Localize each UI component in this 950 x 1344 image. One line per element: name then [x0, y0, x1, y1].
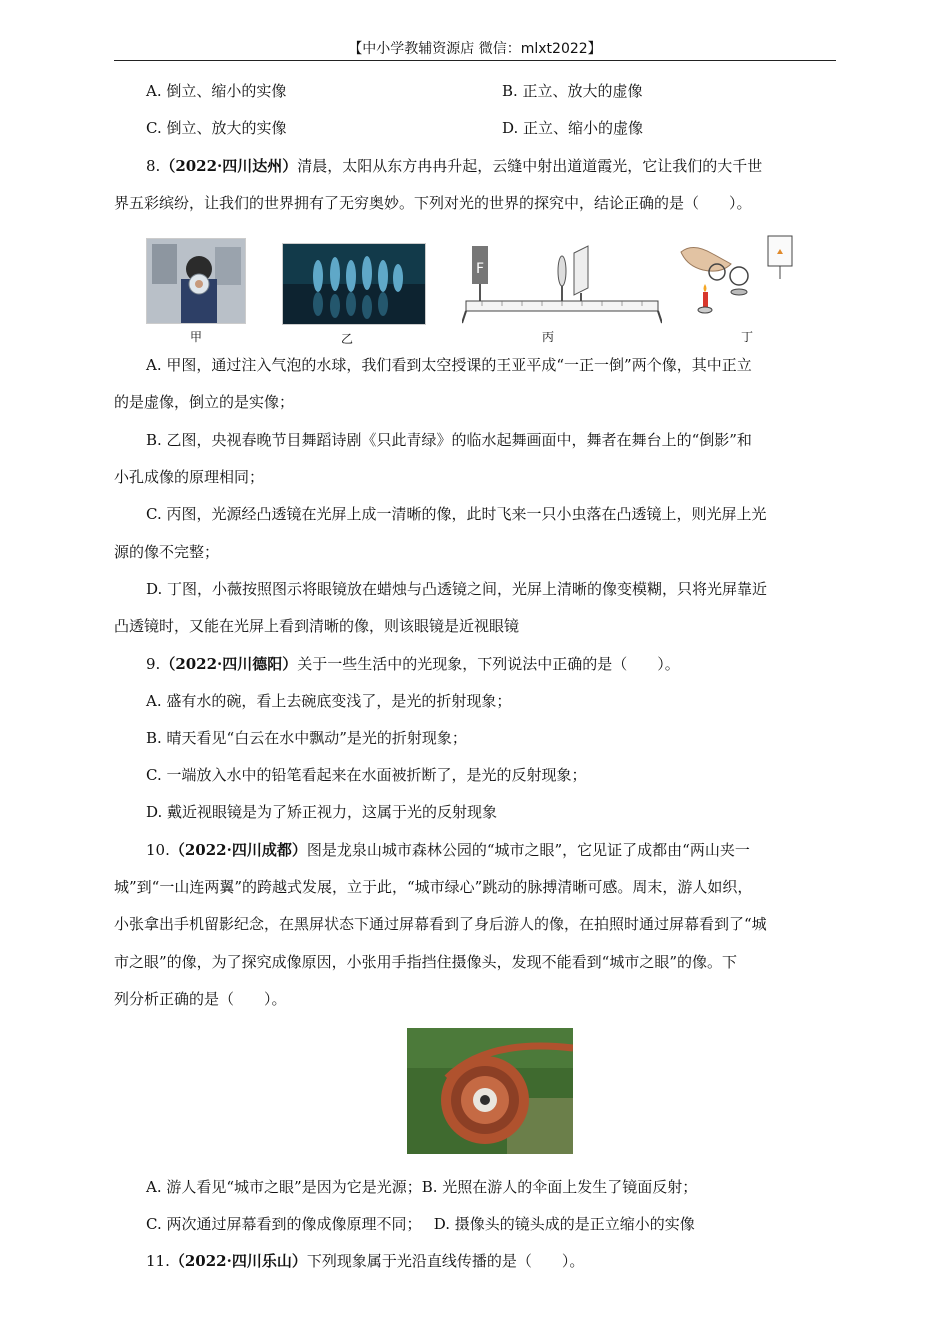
figure-bing-drawing: [462, 243, 662, 325]
q10-options-ab: A. 游人看见“城市之眼”是因为它是光源；B. 光照在游人的伞面上发生了镜面反射；: [146, 1178, 698, 1196]
q7-option-c: C. 倒立、放大的实像: [146, 119, 287, 137]
q9-number: 9.: [146, 655, 161, 673]
q11-stem-text: 下列现象属于光沿直线传播的是（ ）。: [306, 1252, 585, 1270]
q10-options-cd: C. 两次通过屏幕看到的像成像原理不同； D. 摄像头的镜头成的是正立缩小的实像: [146, 1215, 695, 1233]
q8-option-b-line1: B. 乙图，央视春晚节目舞蹈诗剧《只此青绿》的临水起舞画面中，舞者在舞台上的“倒影”和: [146, 431, 752, 449]
q10-stem-line4: 市之眼”的像，为了探究成像原因，小张用手指挡住摄像头，发现不能看到“城市之眼”的像。下: [114, 953, 738, 971]
q8-option-c-line1: C. 丙图，光源经凸透镜在光屏上成一清晰的像，此时飞来一只小虫落在凸透镜上，则光屏上光: [146, 505, 767, 523]
q10-stem-line1: [146, 839, 750, 861]
q10-number: 10.: [146, 841, 170, 859]
q11-number: 11.: [146, 1252, 170, 1270]
q8-option-a-line2: 的是虚像，倒立的是实像；: [114, 393, 295, 411]
q8-option-b-line2: 小孔成像的原理相同；: [114, 468, 265, 486]
q9-option-c: C. 一端放入水中的铅笔看起来在水面被折断了，是光的反射现象；: [146, 766, 587, 784]
figure-bing-letter: F: [475, 261, 485, 277]
figure-yi-dance: [282, 243, 426, 325]
caption-ding: 丁: [740, 330, 753, 344]
q8-option-c-line2: 源的像不完整；: [114, 543, 220, 561]
q8-option-d-line1: D. 丁图，小薇按照图示将眼镜放在蜡烛与凸透镜之间，光屏上清晰的像变模糊，只将光屏靠近: [146, 580, 768, 598]
figure-bing-optical-bench: [462, 243, 662, 325]
q8-number: 8.: [146, 157, 161, 175]
q10-stem-line2: 城”到“一山连两翼”的跨越式发展，立于此，“城市绿心”跳动的脉搏清晰可感。周末，游人如织，: [114, 878, 753, 896]
q10-stem-line5: 列分析正确的是（ ）。: [114, 990, 287, 1008]
q8-stem-text: 清晨，太阳从东方冉冉升起，云缝中射出道道霞光，它让我们的大千世: [297, 157, 763, 175]
q8-stem-line1: [146, 155, 762, 177]
q9-stem: [146, 653, 680, 675]
city-eye-drawing: [407, 1028, 573, 1154]
figure-jia-space-classroom: [146, 238, 246, 324]
figure-ding-drawing: [673, 224, 803, 322]
q9-stem-text: 关于一些生活中的光现象，下列说法中正确的是（ ）。: [297, 655, 680, 673]
caption-jia: 甲: [189, 330, 202, 344]
q10-stem-text: 图是龙泉山城市森林公园的“城市之眼”，它见证了成都由“两山夹一: [306, 841, 750, 859]
header-rule: [114, 60, 836, 61]
figure-jia-drawing: [147, 239, 245, 323]
q11-stem: [146, 1250, 584, 1272]
q7-option-a: A. 倒立、缩小的实像: [146, 82, 287, 100]
q8-option-a-line1: A. 甲图，通过注入气泡的水球，我们看到太空授课的王亚平成“一正一倒”两个像，其中正立: [146, 356, 752, 374]
q9-option-d: D. 戴近视眼镜是为了矫正视力，这属于光的反射现象: [146, 803, 498, 821]
q9-option-b: B. 晴天看见“白云在水中飘动”是光的折射现象；: [146, 729, 467, 747]
caption-yi: 乙: [340, 332, 353, 346]
q7-option-b: B. 正立、放大的虚像: [502, 82, 643, 100]
q9-option-a: A. 盛有水的碗，看上去碗底变浅了，是光的折射现象；: [146, 692, 512, 710]
page-header: 【中小学教辅资源店 微信：mlxt2022】: [348, 41, 602, 57]
q10-source: （2022·四川成都）: [169, 841, 307, 859]
figure-ding-glasses-candle: [673, 224, 803, 322]
caption-bing: 丙: [541, 330, 554, 344]
figure-yi-drawing: [283, 244, 425, 324]
q10-stem-line3: 小张拿出手机留影纪念，在黑屏状态下通过屏幕看到了身后游人的像，在拍照时通过屏幕看到了“城: [114, 915, 767, 933]
q9-source: （2022·四川德阳）: [160, 655, 298, 673]
q7-option-d: D. 正立、缩小的虚像: [502, 119, 644, 137]
q8-option-d-line2: 凸透镜时，又能在光屏上看到清晰的像，则该眼镜是近视眼镜: [114, 617, 520, 635]
q8-source: （2022·四川达州）: [160, 157, 298, 175]
figure-city-eye-photo: [407, 1028, 573, 1154]
q8-stem-line2: 界五彩缤纷，让我们的世界拥有了无穷奥妙。下列对光的世界的探究中，结论正确的是（ ）。: [114, 194, 752, 212]
q11-source: （2022·四川乐山）: [169, 1252, 307, 1270]
